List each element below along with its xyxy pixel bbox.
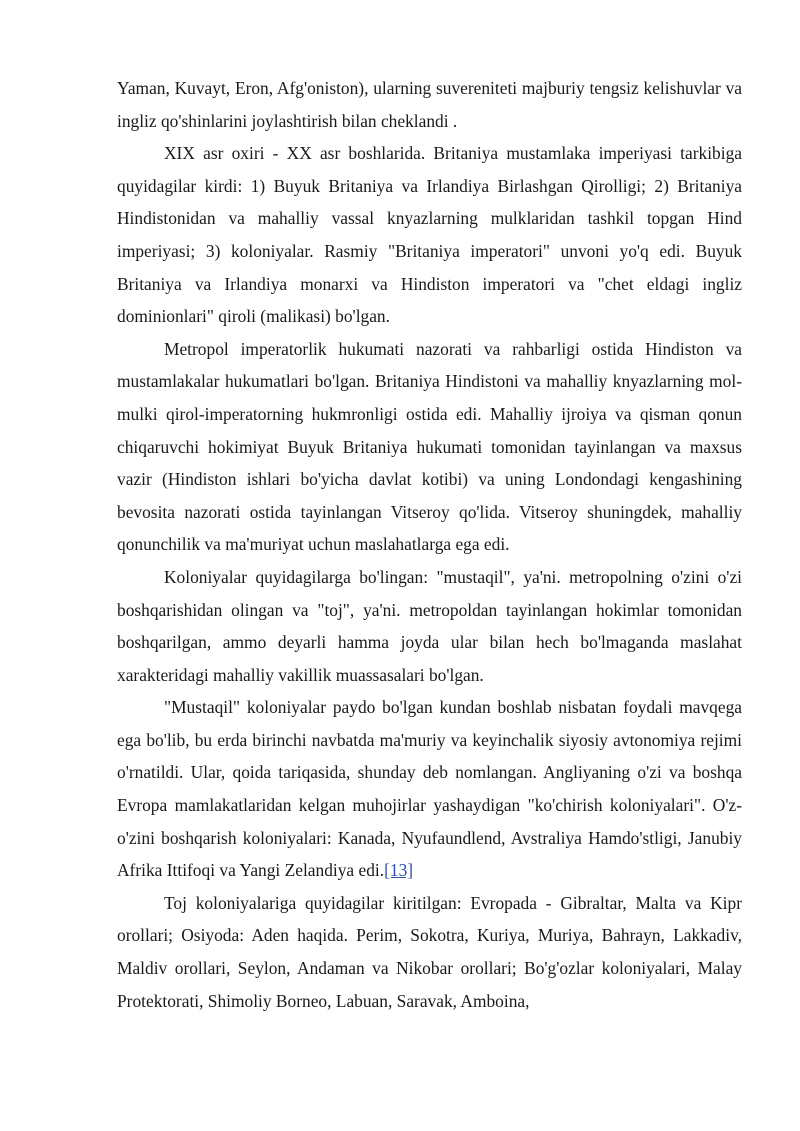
paragraph-6 [117, 887, 742, 1017]
paragraph-1 [117, 72, 742, 137]
paragraph-3 [117, 333, 742, 561]
paragraph-2-text: XIX asr oxiri - XX asr boshlarida. Britaniya mustamlaka imperiyasi tarkibiga quyidagilar kirdi: 1) Buyuk Britaniya va Irlandiya Birlashgan Qirolligi; 2) Britaniya Hindistonidan va mahalliy vassal knyazlarning mulklaridan tashkil topgan Hind imperiyasi; 3) koloniyalar. Rasmiy "Britaniya imperatori" unvoni yo'q edi. Buyuk Britaniya va Irlandiya monarxi va Hindiston imperatori va "chet eldagi ingliz dominionlari" qiroli (malikasi) bo'lgan. [117, 143, 742, 327]
paragraph-3-text: Metropol imperatorlik hukumati nazorati va rahbarligi ostida Hindiston va mustamlakalar hukumatlari bo'lgan. Britaniya Hindistoni va mahalliy knyazlarning mol-mulki qirol-imperatorning hukmronligi ostida edi. Mahalliy ijroiya va qisman qonun chiqaruvchi hokimiyat Buyuk Britaniya hukumati tomonidan tayinlangan va maxsus vazir (Hindiston ishlari bo'yicha davlat kotibi) va uning Londondagi kengashining bevosita nazorati ostida tayinlangan Vitseroy qo'lida. Vitseroy shuningdek, mahalliy qonunchilik va ma'muriyat uchun maslahatlarga ega edi. [117, 338, 742, 555]
paragraph-2 [117, 137, 742, 333]
document-page [117, 72, 742, 1017]
paragraph-6-text: Toj koloniyalariga quyidagilar kiritilgan: Evropada - Gibraltar, Malta va Kipr orollari; Osiyoda: Aden haqida. Perim, Sokotra, Kuriya, Muriya, Bahrayn, Lakkadiv, Maldiv orollari, Seylon, Andaman va Nikobar orollari; Bo'g'ozlar koloniyalari, Malay Protektorati, Shimoliy Borneo, Labuan, Saravak, Amboina, [117, 892, 742, 1011]
paragraph-5-text: "Mustaqil" koloniyalar paydo bo'lgan kundan boshlab nisbatan foydali mavqega ega bo'lib, bu erda birinchi navbatda ma'muriy va keyinchalik siyosiy avtonomiya rejimi o'rnatildi. Ular, qoida tariqasida, shunday deb nomlangan. Angliyaning o'zi va boshqa Evropa mamlakatlaridan kelgan muhojirlar yashaydigan "ko'chirish koloniyalari". O'z-o'zini boshqarish koloniyalari: Kanada, Nyufaundlend, Avstraliya Hamdo'stligi, Janubiy Afrika Ittifoqi va Yangi Zelandiya edi. [117, 697, 742, 881]
paragraph-4 [117, 561, 742, 691]
paragraph-1-text: Yaman, Kuvayt, Eron, Afg'oniston), ularning suvereniteti majburiy tengsiz kelishuvlar va ingliz qo'shinlarini joylashtirish bilan cheklandi . [117, 78, 742, 131]
paragraph-5 [117, 691, 742, 887]
paragraph-4-text: Koloniyalar quyidagilarga bo'lingan: "mustaqil", ya'ni. metropolning o'zini o'zi boshqarishidan olingan va "toj", ya'ni. metropoldan tayinlangan hokimlar tomonidan boshqarilgan, ammo deyarli hamma joyda ular bilan hech bo'lmaganda maslahat xarakteridagi mahalliy vakillik muassasalari bo'lgan. [117, 566, 742, 685]
footnote-reference-link[interactable]: [13] [384, 860, 414, 881]
